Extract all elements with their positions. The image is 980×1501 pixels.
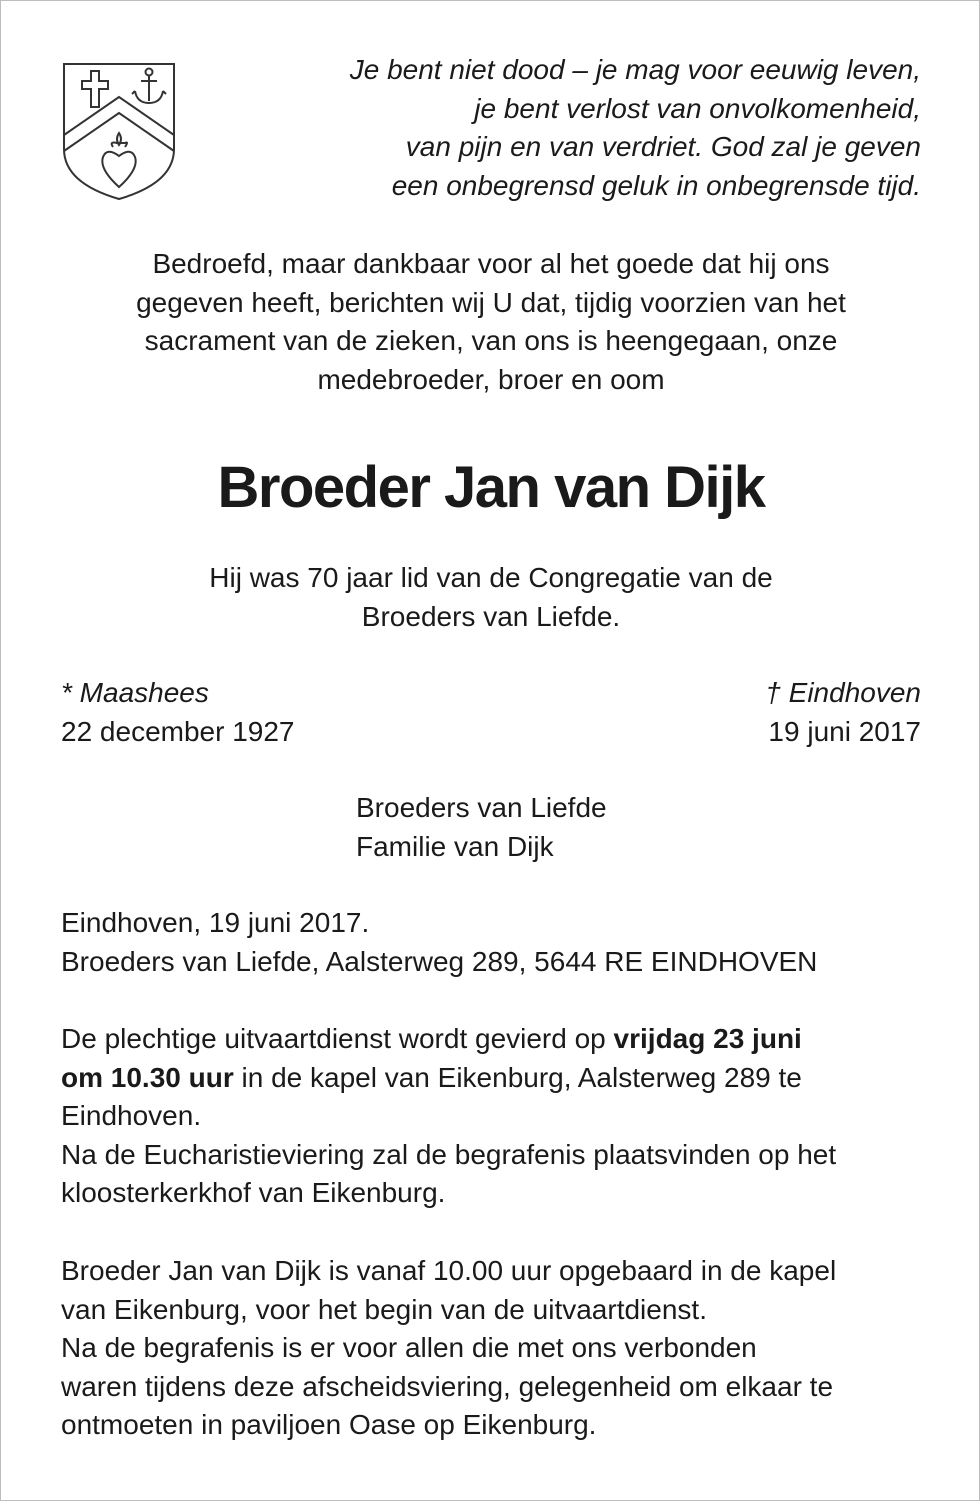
poem-line: van pijn en van verdriet. God zal je geven (405, 131, 921, 162)
membership-line: Hij was 70 jaar lid van de Congregatie van de (209, 562, 773, 593)
viewing-line: Na de begrafenis is er voor allen die met ons verbonden (61, 1332, 757, 1363)
family-signatories (356, 789, 607, 866)
service-block (61, 1020, 941, 1213)
viewing-line: ontmoeten in paviljoen Oase op Eikenburg. (61, 1409, 597, 1440)
death-info (765, 674, 921, 751)
address-block (61, 904, 941, 981)
coat-of-arms-icon (61, 61, 177, 201)
membership-line: Broeders van Liefde. (361, 600, 621, 632)
service-line (61, 1059, 941, 1098)
poem (221, 51, 921, 205)
service-line (61, 1020, 941, 1059)
service-time: om 10.30 uur (61, 1061, 234, 1093)
viewing-line: Broeder Jan van Dijk is vanaf 10.00 uur opgebaard in de kapel (61, 1255, 837, 1286)
poem-line: je bent verlost van onvolkomenheid, (474, 92, 921, 124)
intro-line: Bedroefd, maar dankbaar voor al het goede dat hij ons (152, 248, 830, 279)
birth-date: 22 december 1927 (61, 715, 295, 747)
intro-line: medebroeder, broer en oom (317, 363, 665, 395)
deceased-name: Broeder Jan van Dijk (217, 455, 765, 520)
viewing-line: waren tijdens deze afscheidsviering, gelegenheid om elkaar te (61, 1370, 834, 1402)
service-text: De plechtige uitvaartdienst wordt gevierd op (61, 1023, 614, 1054)
intro-line: sacrament van de zieken, van ons is heengegaan, onze (144, 325, 838, 356)
family-line: Broeders van Liefde (356, 792, 607, 823)
service-text: in de kapel van Eikenburg, Aalsterweg 289 te (233, 1061, 802, 1093)
cross-icon (82, 71, 108, 107)
membership-text (1, 559, 980, 636)
anchor-icon (132, 69, 166, 104)
sacred-heart-icon (102, 133, 135, 187)
poem-line: een onbegrensd geluk in onbegrensde tijd. (391, 169, 921, 201)
service-date: vrijdag 23 juni (613, 1023, 802, 1054)
service-line: Na de Eucharistieviering zal de begrafenis plaatsvinden op het (61, 1138, 837, 1170)
family-line: Familie van Dijk (356, 830, 554, 862)
intro-line: gegeven heeft, berichten wij U dat, tijdig voorzien van het (136, 286, 846, 318)
address-line: Eindhoven, 19 juni 2017. (61, 907, 370, 938)
address-line: Broeders van Liefde, Aalsterweg 289, 5644 RE EINDHOVEN (61, 945, 818, 977)
service-line: Eindhoven. (61, 1100, 202, 1131)
birth-place: * Maashees (61, 677, 209, 708)
birth-info (61, 674, 295, 751)
death-date: 19 juni 2017 (768, 715, 921, 747)
intro-text (1, 245, 980, 399)
death-place: † Eindhoven (765, 677, 921, 708)
viewing-line: van Eikenburg, voor het begin van de uitvaartdienst. (61, 1293, 707, 1325)
poem-line: Je bent niet dood – je mag voor eeuwig leven, (349, 54, 921, 85)
viewing-block (61, 1252, 941, 1445)
service-line: kloosterkerkhof van Eikenburg. (61, 1177, 446, 1208)
